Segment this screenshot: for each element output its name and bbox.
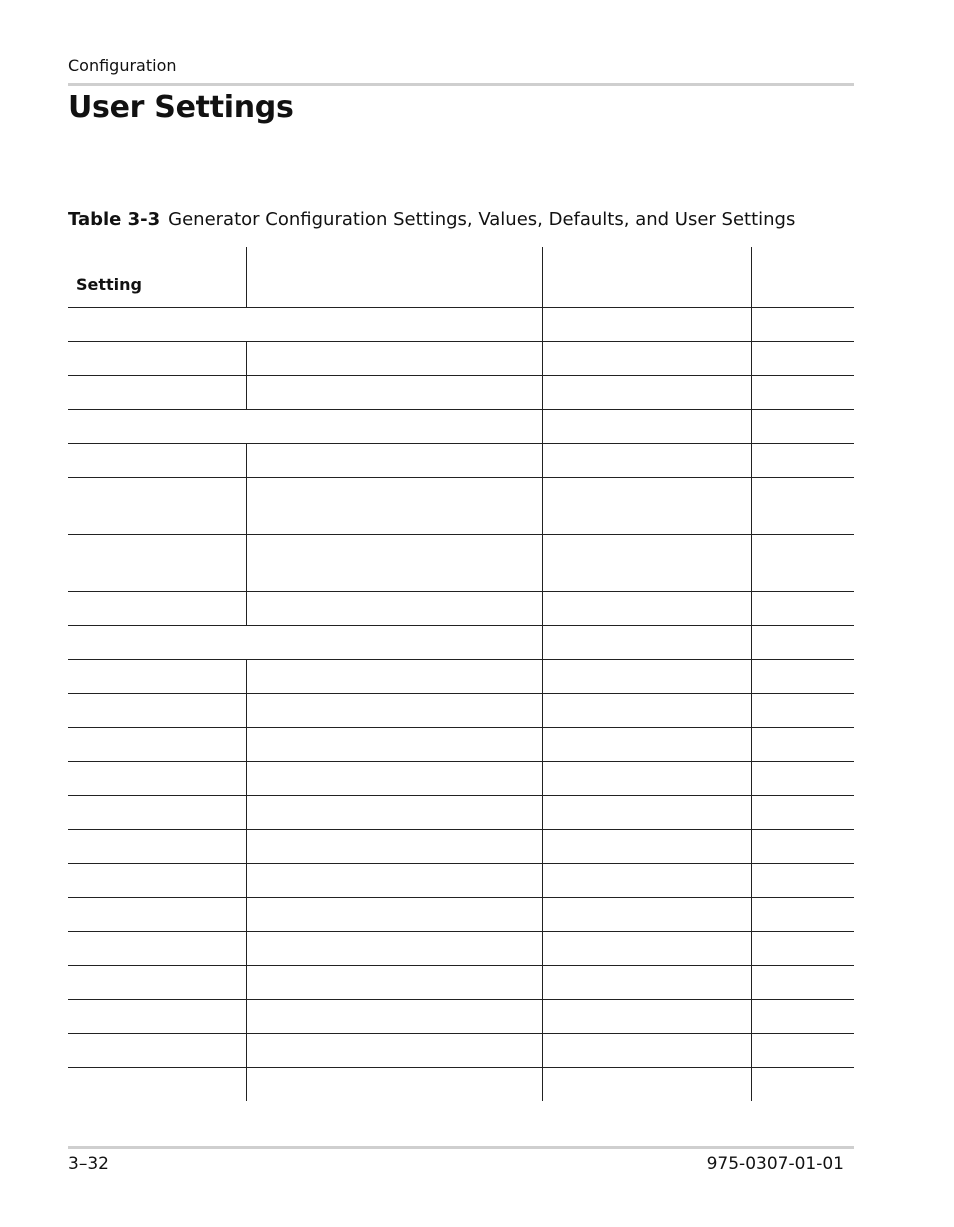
table-cell-divider xyxy=(246,375,247,409)
table-cell-divider xyxy=(246,1033,247,1067)
table-cell-divider xyxy=(542,659,543,693)
table-cell-divider xyxy=(542,727,543,761)
table-row-rule xyxy=(68,795,854,796)
table-cell-divider xyxy=(542,591,543,625)
table-cell-divider xyxy=(542,375,543,409)
table-cell-divider xyxy=(751,341,752,375)
table-cell-divider xyxy=(751,863,752,897)
table-row-rule xyxy=(68,727,854,728)
table-cell-divider xyxy=(751,591,752,625)
page-number: 3–32 xyxy=(68,1154,109,1174)
table-row-rule xyxy=(68,659,854,660)
table-row-rule xyxy=(68,863,854,864)
table-cell-divider xyxy=(751,443,752,477)
table-cell-divider xyxy=(542,761,543,795)
table-cell-divider xyxy=(542,341,543,375)
header-column-divider xyxy=(751,247,752,307)
table-cell-divider xyxy=(751,965,752,999)
table-cell-divider xyxy=(542,863,543,897)
table-cell-divider xyxy=(542,897,543,931)
table-cell-divider xyxy=(542,1067,543,1101)
table-cell-divider xyxy=(751,625,752,659)
table-cell-divider xyxy=(751,693,752,727)
table-cell-divider xyxy=(751,999,752,1033)
table-cell-divider xyxy=(542,931,543,965)
table-cell-divider xyxy=(246,591,247,625)
table-row-rule xyxy=(68,931,854,932)
table-row-rule xyxy=(68,409,854,410)
table-cell-divider xyxy=(751,897,752,931)
table-row-rule xyxy=(68,477,854,478)
table-cell-divider xyxy=(246,897,247,931)
table-row-rule xyxy=(68,1033,854,1034)
table-cell-divider xyxy=(542,795,543,829)
table-cell-divider xyxy=(246,477,247,534)
table-row-rule xyxy=(68,829,854,830)
table-cell-divider xyxy=(751,375,752,409)
table-cell-divider xyxy=(542,625,543,659)
table-row-rule xyxy=(68,1067,854,1068)
table-cell-divider xyxy=(751,931,752,965)
table-cell-divider xyxy=(542,999,543,1033)
table-cell-divider xyxy=(542,829,543,863)
running-head: Configuration xyxy=(68,56,177,75)
table-row-rule xyxy=(68,375,854,376)
table-cell-divider xyxy=(751,534,752,591)
table-caption-text: Generator Configuration Settings, Values, Defaults, and User Settings xyxy=(168,209,796,230)
header-column-divider xyxy=(542,247,543,307)
table-caption xyxy=(68,208,795,232)
header-column-divider xyxy=(246,247,247,307)
table-cell-divider xyxy=(542,965,543,999)
table-row-rule xyxy=(68,999,854,1000)
table-cell-divider xyxy=(246,761,247,795)
table-cell-divider xyxy=(246,534,247,591)
table-cell-divider xyxy=(246,1067,247,1101)
table-cell-divider xyxy=(542,1033,543,1067)
table-cell-divider xyxy=(751,307,752,341)
table-row-rule xyxy=(68,591,854,592)
table-cell-divider xyxy=(246,443,247,477)
column-header-setting: Setting xyxy=(76,275,142,294)
table-cell-divider xyxy=(751,409,752,443)
table-cell-divider xyxy=(542,409,543,443)
table-cell-divider xyxy=(246,931,247,965)
header-rule xyxy=(68,83,854,86)
table-cell-divider xyxy=(751,795,752,829)
document-number: 975-0307-01-01 xyxy=(706,1154,844,1174)
table-cell-divider xyxy=(751,829,752,863)
table-row-rule xyxy=(68,625,854,626)
table-row-rule xyxy=(68,897,854,898)
table-cell-divider xyxy=(542,443,543,477)
page-title: User Settings xyxy=(68,90,294,125)
table-cell-divider xyxy=(246,727,247,761)
table-cell-divider xyxy=(246,829,247,863)
table-cell-divider xyxy=(246,341,247,375)
table-header-rule xyxy=(68,307,854,308)
table-cell-divider xyxy=(246,693,247,727)
table-cell-divider xyxy=(542,534,543,591)
table-cell-divider xyxy=(751,1033,752,1067)
table-cell-divider xyxy=(751,477,752,534)
table-cell-divider xyxy=(751,1067,752,1101)
table-cell-divider xyxy=(751,761,752,795)
table-row-rule xyxy=(68,761,854,762)
table-cell-divider xyxy=(246,863,247,897)
table-cell-divider xyxy=(751,659,752,693)
table-row-rule xyxy=(68,965,854,966)
table-caption-label: Table 3-3 xyxy=(68,209,161,230)
table-cell-divider xyxy=(751,727,752,761)
table-cell-divider xyxy=(542,477,543,534)
table-cell-divider xyxy=(246,795,247,829)
table-row-rule xyxy=(68,693,854,694)
table-row-rule xyxy=(68,341,854,342)
settings-table xyxy=(68,247,854,1102)
table-row-rule xyxy=(68,534,854,535)
table-row-rule xyxy=(68,443,854,444)
table-cell-divider xyxy=(246,999,247,1033)
table-cell-divider xyxy=(246,659,247,693)
table-cell-divider xyxy=(542,307,543,341)
footer-rule xyxy=(68,1146,854,1149)
table-cell-divider xyxy=(542,693,543,727)
table-cell-divider xyxy=(246,965,247,999)
